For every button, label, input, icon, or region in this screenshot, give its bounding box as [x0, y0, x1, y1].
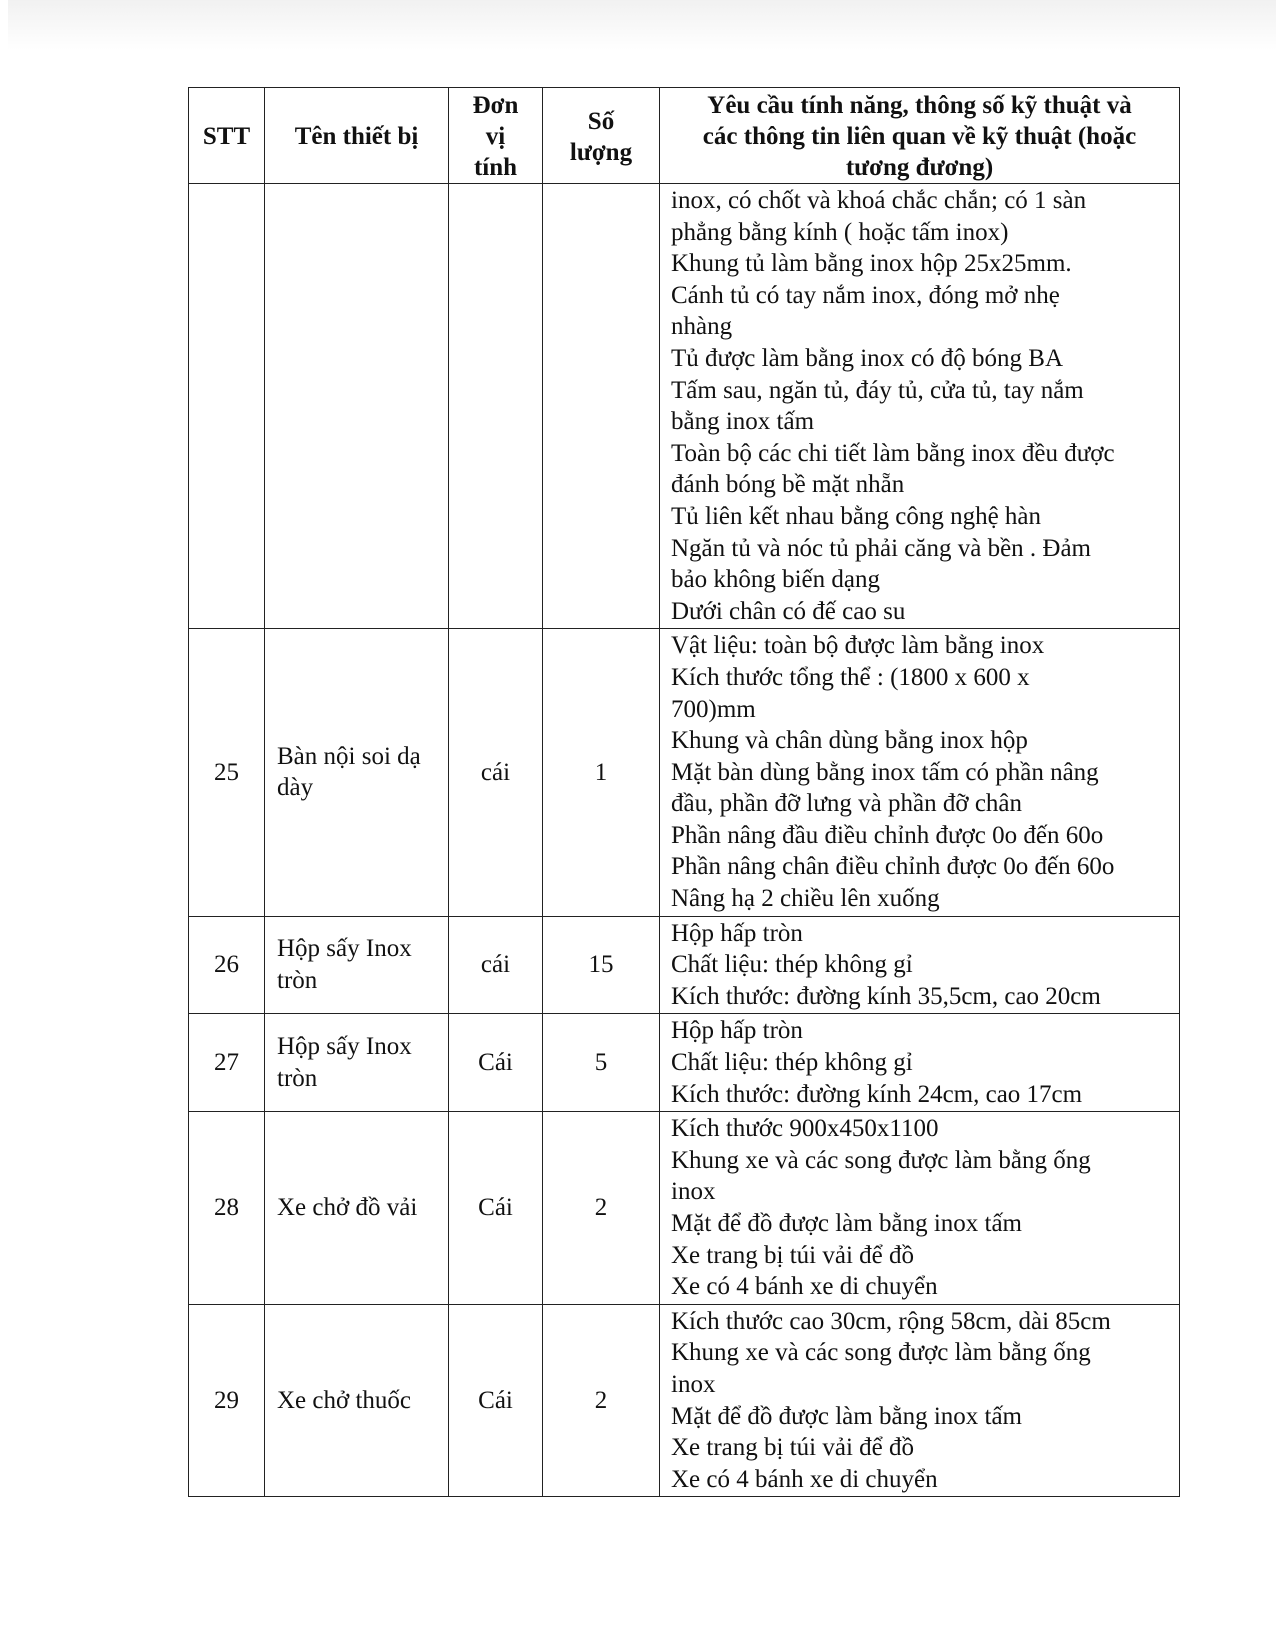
table-row: [189, 629, 1180, 916]
unit-value: Cái: [478, 1194, 513, 1222]
cell-specification: [660, 1014, 1180, 1112]
cell-unit: [449, 1014, 543, 1112]
spec-line: inox: [671, 1370, 716, 1398]
spec-line: Tủ được làm bằng inox có độ bóng BA: [671, 344, 1063, 372]
cell-device-name: [265, 1112, 449, 1305]
spec-line: Hộp hấp tròn: [671, 919, 803, 947]
cell-stt: [189, 184, 265, 629]
device-name-line: Xe chở đồ vải: [277, 1194, 418, 1222]
spec-line: inox, có chốt và khoá chắc chắn; có 1 sàn: [671, 187, 1087, 214]
header-spec: [660, 88, 1180, 184]
spec-line: phẳng bằng kính ( hoặc tấm inox): [671, 218, 1009, 246]
cell-device-name: [265, 184, 449, 629]
stt-value: 26: [214, 951, 239, 979]
unit-value: Cái: [478, 1049, 513, 1077]
spec-line: Vật liệu: toàn bộ được làm bằng inox: [671, 632, 1045, 660]
cell-quantity: [543, 1014, 660, 1112]
device-name-line: Xe chở thuốc: [277, 1386, 412, 1414]
table-body: [189, 184, 1180, 1497]
device-name-line: Hộp sấy Inox: [277, 1033, 412, 1061]
cell-stt: [189, 916, 265, 1014]
header-unit: [449, 88, 543, 184]
header-unit-line: Đơn: [472, 92, 519, 119]
spec-line: đánh bóng bề mặt nhẵn: [671, 471, 905, 499]
spec-line: đầu, phần đỡ lưng và phần đỡ chân: [671, 790, 1023, 818]
header-stt: [189, 88, 265, 184]
stt-value: 29: [214, 1386, 239, 1414]
cell-device-name: [265, 1304, 449, 1497]
unit-value: Cái: [478, 1386, 513, 1414]
spec-line: Mặt để đồ được làm bằng inox tấm: [671, 1402, 1023, 1430]
cell-specification: [660, 629, 1180, 916]
spec-line: Xe có 4 bánh xe di chuyển: [671, 1273, 938, 1301]
spec-line: Tủ liên kết nhau bằng công nghệ hàn: [671, 502, 1042, 530]
cell-quantity: [543, 1304, 660, 1497]
table-row: [189, 184, 1180, 629]
header-unit-line: vị: [485, 123, 506, 150]
header-stt-label: STT: [202, 123, 251, 150]
stt-value: 27: [214, 1049, 239, 1077]
cell-specification: [660, 916, 1180, 1014]
spec-line: Cánh tủ có tay nắm inox, đóng mở nhẹ: [671, 281, 1060, 309]
header-quantity: [543, 88, 660, 184]
table-row: [189, 916, 1180, 1014]
cell-stt: [189, 1112, 265, 1305]
cell-unit: [449, 1112, 543, 1305]
cell-quantity: [543, 1112, 660, 1305]
spec-line: bảo không biến dạng: [671, 566, 880, 594]
header-quantity-line: lượng: [569, 138, 633, 166]
table-row: [189, 1112, 1180, 1305]
table-header-row: [189, 88, 1180, 184]
cell-specification: [660, 1304, 1180, 1497]
quantity-value: 15: [588, 951, 614, 979]
spec-line: Nâng hạ 2 chiều lên xuống: [671, 885, 940, 913]
quantity-value: 2: [594, 1194, 608, 1222]
header-spec-line: các thông tin liên quan về kỹ thuật (hoặc: [702, 123, 1137, 150]
spec-line: Khung tủ làm bằng inox hộp 25x25mm.: [671, 250, 1072, 278]
quantity-value: 2: [594, 1386, 608, 1414]
cell-unit: [449, 916, 543, 1014]
cell-device-name: [265, 629, 449, 916]
cell-unit: [449, 1304, 543, 1497]
spec-line: Mặt bàn dùng bằng inox tấm có phần nâng: [671, 758, 1099, 786]
cell-specification: [660, 184, 1180, 629]
stt-value: 25: [214, 758, 239, 786]
cell-quantity: [543, 184, 660, 629]
spec-line: Xe trang bị túi vải để đồ: [671, 1434, 914, 1462]
spec-line: Chất liệu: thép không gỉ: [671, 1049, 913, 1077]
device-name-line: Bàn nội soi dạ: [277, 742, 421, 770]
spec-line: Hộp hấp tròn: [671, 1017, 803, 1045]
spec-line: Tấm sau, ngăn tủ, đáy tủ, cửa tủ, tay nắm: [671, 376, 1084, 404]
device-name-line: tròn: [277, 1064, 318, 1092]
spec-line: Dưới chân có đế cao su: [671, 597, 906, 625]
spec-line: Khung và chân dùng bằng inox hộp: [671, 727, 1028, 755]
unit-value: cái: [480, 758, 511, 786]
spec-line: 700)mm: [671, 695, 756, 723]
header-quantity-line: Số: [587, 107, 615, 135]
spec-line: Chất liệu: thép không gỉ: [671, 951, 913, 979]
spec-line: Kích thước: đường kính 35,5cm, cao 20cm: [671, 982, 1101, 1010]
table-row: [189, 1304, 1180, 1497]
spec-line: Phần nâng đầu điều chỉnh được 0o đến 60o: [671, 821, 1104, 849]
spec-line: Xe trang bị túi vải để đồ: [671, 1241, 914, 1269]
spec-line: Mặt để đồ được làm bằng inox tấm: [671, 1210, 1023, 1237]
stt-value: 28: [214, 1194, 239, 1222]
spec-line: nhàng: [671, 313, 733, 341]
cell-device-name: [265, 916, 449, 1014]
spec-line: bằng inox tấm: [671, 408, 815, 436]
cell-unit: [449, 629, 543, 916]
spec-line: Kích thước cao 30cm, rộng 58cm, dài 85cm: [671, 1307, 1111, 1335]
spec-line: Khung xe và các song được làm bằng ống: [671, 1146, 1091, 1174]
cell-stt: [189, 1014, 265, 1112]
equipment-spec-table: [188, 87, 1180, 1497]
device-name-line: tròn: [277, 967, 318, 995]
header-spec-line: tương đương): [845, 154, 994, 181]
spec-line: Khung xe và các song được làm bằng ống: [671, 1339, 1091, 1367]
spec-line: Phần nâng chân điều chỉnh được 0o đến 60o: [671, 853, 1115, 881]
cell-stt: [189, 629, 265, 916]
spec-line: Kích thước 900x450x1100: [671, 1115, 939, 1143]
cell-stt: [189, 1304, 265, 1497]
device-name-line: Hộp sấy Inox: [277, 935, 412, 963]
spec-line: Ngăn tủ và nóc tủ phải căng và bền . Đảm: [671, 534, 1092, 562]
cell-unit: [449, 184, 543, 629]
quantity-value: 1: [594, 758, 608, 786]
cell-quantity: [543, 629, 660, 916]
cell-quantity: [543, 916, 660, 1014]
spec-line: Xe có 4 bánh xe di chuyển: [671, 1465, 938, 1493]
cell-specification: [660, 1112, 1180, 1305]
spec-line: inox: [671, 1178, 716, 1206]
quantity-value: 5: [594, 1049, 608, 1077]
page-top-shadow: [8, 0, 1276, 50]
spec-line: Kích thước: đường kính 24cm, cao 17cm: [671, 1080, 1083, 1108]
cell-device-name: [265, 1014, 449, 1112]
header-unit-line: tính: [473, 154, 518, 181]
table-row: [189, 1014, 1180, 1112]
device-name-line: dày: [277, 774, 314, 802]
header-name: [265, 88, 449, 184]
header-spec-line: Yêu cầu tính năng, thông số kỹ thuật và: [707, 92, 1132, 119]
header-name-label: Tên thiết bị: [294, 123, 419, 150]
spec-line: Kích thước tổng thể : (1800 x 600 x: [671, 663, 1030, 691]
spec-line: Toàn bộ các chi tiết làm bằng inox đều được: [671, 439, 1115, 467]
unit-value: cái: [480, 951, 511, 979]
